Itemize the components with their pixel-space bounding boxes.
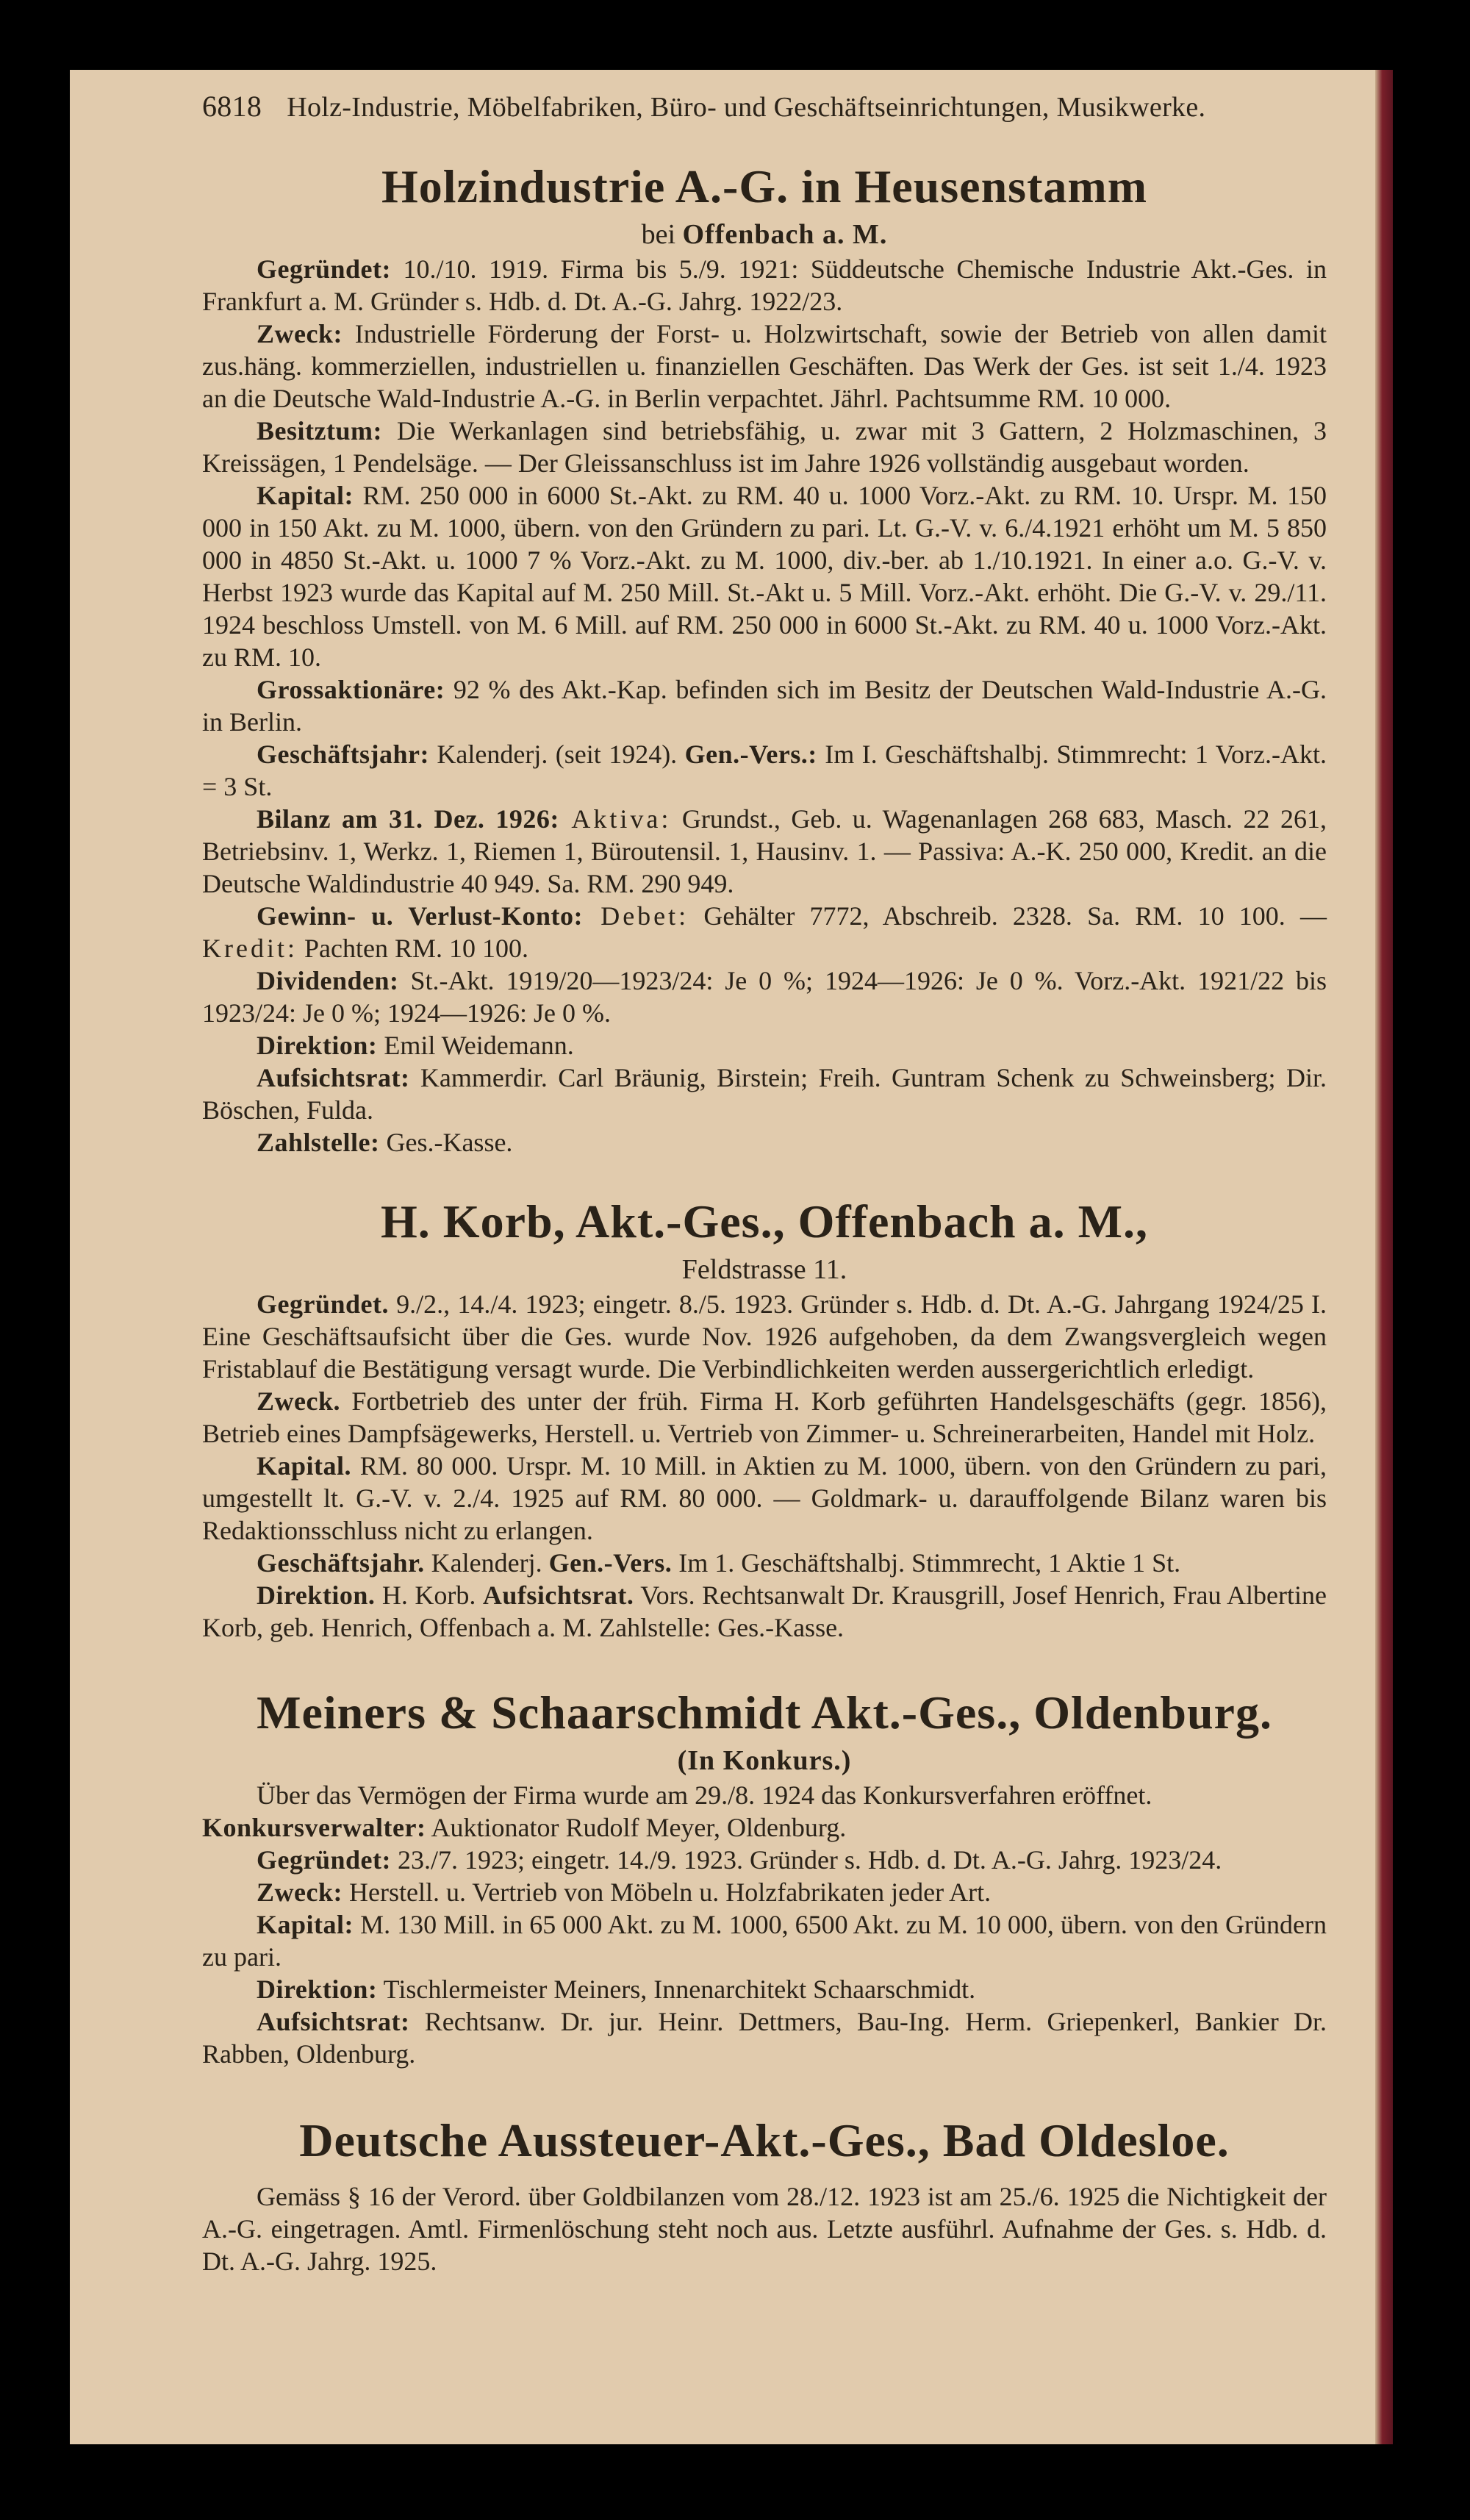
running-title: Holz-Industrie, Möbelfabriken, Büro- und Geschäftseinrichtungen, Musikwerke.	[287, 92, 1206, 123]
paragraph-kapital	[202, 1908, 1327, 1973]
text: Herstell. u. Vertrieb von Möbeln u. Holzfabrikaten jeder Art.	[342, 1878, 992, 1907]
label: Geschäftsjahr:	[257, 740, 429, 769]
text: Kalenderj. (seit 1924).	[429, 740, 685, 769]
text: 92 % des Akt.-Kap. befinden sich im Besitz der Deutschen Wald-Industrie A.-G. in Berlin.	[202, 675, 1327, 737]
label: Direktion:	[257, 1975, 378, 2004]
paragraph-geschaeftsjahr	[202, 1547, 1327, 1579]
text: 9./2., 14./4. 1923; eingetr. 8./5. 1923. Gründer s. Hdb. d. Dt. A.-G. Jahrgang 1924/25 I. Eine Geschäftsaufsicht über die Ges. wurde Nov. 1926 aufgehoben, da dem Zwangsvergleich wegen Fristablauf die Bestätigung versagt wurde. Die Verbindlichkeiten werden aussergerichtlich erledigt.	[202, 1289, 1327, 1384]
label: Kapital.	[257, 1451, 352, 1481]
paragraph-gegruendet	[202, 1288, 1327, 1385]
label: Zahlstelle:	[257, 1128, 380, 1157]
paragraph-kapital	[202, 1450, 1327, 1547]
paragraph-zweck	[202, 1385, 1327, 1450]
paragraph-kapital	[202, 479, 1327, 673]
status-konkurs: (In Konkurs.)	[677, 1745, 852, 1776]
label: Gen.-Vers.:	[684, 740, 817, 769]
label: Kapital:	[257, 1910, 354, 1939]
text: Vors. Rechtsanwalt Dr. Krausgrill, Josef Henrich, Frau Albertine Korb, geb. Henrich, Offenbach a. M. Zahlstelle: Ges.-Kasse.	[202, 1581, 1327, 1642]
text: Industrielle Förderung der Forst- u. Holzwirtschaft, sowie der Betrieb von allen damit zus.häng. kommerziellen, industriellen u. finanziellen Geschäften. Das Werk der Ges. ist seit 1./4. 1923 an die Deutsche Wald-Industrie A.-G. in Berlin verpachtet. Jährl. Pachtsumme RM. 10 000.	[202, 319, 1327, 413]
text: 23./7. 1923; eingetr. 14./9. 1923. Gründer s. Hdb. d. Dt. A.-G. Jahrg. 1923/24.	[390, 1845, 1222, 1875]
label: Konkursverwalter:	[202, 1813, 426, 1842]
text: RM. 250 000 in 6000 St.-Akt. zu RM. 40 u. 1000 Vorz.-Akt. zu RM. 10. Urspr. M. 150 000 in 150 Akt. zu M. 1000, übern. von den Gründern zu pari. Lt. G.-V. v. 6./4.1921 erhöht um M. 5 850 000 in 4850 St.-Akt. u. 1000 7 % Vorz.-Akt. zu M. 1000, div.-ber. ab 1./10.1921. In einer a.o. G.-V. v. Herbst 1923 wurde das Kapital auf M. 250 Mill. St.-Akt u. 5 Mill. Vorz.-Akt. erhöht. Die G.-V. v. 29./11. 1924 beschloss Umstell. von M. 6 Mill. auf RM. 250 000 in 6000 St.-Akt. zu RM. 40 u. 1000 Vorz.-Akt. zu RM. 10.	[202, 481, 1327, 672]
label: Besitztum:	[257, 416, 382, 445]
label: Geschäftsjahr.	[257, 1548, 425, 1578]
entry-deutsche-aussteuer	[202, 2111, 1327, 2277]
entry-holzindustrie-heusenstamm	[202, 157, 1327, 1159]
paragraph-zweck	[202, 1876, 1327, 1908]
spaced-label: Aktiva:	[559, 804, 672, 834]
text: RM. 80 000. Urspr. M. 10 Mill. in Aktien zu M. 1000, übern. von den Gründern zu pari, umgestellt lt. G.-V. v. 2./4. 1925 auf RM. 80 000. — Goldmark- u. darauffolgende Bilanz waren bis Redaktionsschluss nicht zu erlangen.	[202, 1451, 1327, 1545]
label: Zweck.	[257, 1386, 340, 1416]
paragraph-direktion	[202, 1029, 1327, 1062]
entry-title: H. Korb, Akt.-Ges., Offenbach a. M.,	[381, 1195, 1148, 1248]
paragraph-gegruendet	[202, 1844, 1327, 1876]
label: Gewinn- u. Verlust-Konto:	[257, 901, 583, 931]
text: Die Werkanlagen sind betriebsfähig, u. zwar mit 3 Gattern, 2 Holzmaschinen, 3 Kreissägen, 1 Pendelsäge. — Der Gleissanschluss ist im Jahre 1926 vollständig ausgebaut worden.	[202, 416, 1327, 478]
paragraph-direktion	[202, 1973, 1327, 2005]
text: M. 130 Mill. in 65 000 Akt. zu M. 1000, 6500 Akt. zu M. 10 000, übern. von den Gründern zu pari.	[202, 1910, 1327, 1972]
text: Kalenderj.	[424, 1548, 549, 1578]
paragraph-grossaktionaere	[202, 673, 1327, 738]
text: St.-Akt. 1919/20—1923/24: Je 0 %; 1924—1926: Je 0 %. Vorz.-Akt. 1921/22 bis 1923/24: Je 0 %; 1924—1926: Je 0 %.	[202, 966, 1327, 1028]
text: Im 1. Geschäftshalbj. Stimmrecht, 1 Aktie 1 St.	[672, 1548, 1181, 1578]
text: Tischlermeister Meiners, Innenarchitekt Schaarschmidt.	[377, 1975, 976, 2004]
text: Rechtsanw. Dr. jur. Heinr. Dettmers, Bau-Ing. Herm. Griepenkerl, Bankier Dr. Rabben, Oldenburg.	[202, 2007, 1327, 2069]
entry-subtitle	[202, 216, 1327, 253]
label: Bilanz am 31. Dez. 1926:	[257, 804, 559, 834]
running-header	[202, 85, 1327, 129]
subtitle-location: Offenbach a. M.	[682, 219, 888, 250]
paragraph-dividenden	[202, 964, 1327, 1029]
entry-title: Deutsche Aussteuer-Akt.-Ges., Bad Oldesloe.	[299, 2114, 1230, 2166]
paragraph-zahlstelle	[202, 1126, 1327, 1159]
paragraph-zweck	[202, 318, 1327, 415]
paragraph-aufsichtsrat	[202, 2005, 1327, 2070]
paragraph-konkursverwalter	[202, 1811, 1327, 1844]
page-content	[202, 85, 1327, 2277]
book-page	[70, 70, 1393, 2444]
text: Gemäss § 16 der Verord. über Goldbilanzen vom 28./12. 1923 ist am 25./6. 1925 die Nichtigkeit der A.-G. eingetragen. Amtl. Firmenlöschung steht noch aus. Letzte ausführl. Aufnahme der Ges. s. Hdb. d. Dt. A.-G. Jahrg. 1925.	[202, 2182, 1327, 2276]
text: H. Korb.	[375, 1581, 483, 1610]
label: Direktion.	[257, 1581, 376, 1610]
text: Über das Vermögen der Firma wurde am 29./8. 1924 das Konkursverfahren eröffnet.	[257, 1780, 1152, 1810]
label: Direktion:	[257, 1031, 378, 1060]
text: Fortbetrieb des unter der früh. Firma H. Korb geführten Handelsgeschäfts (gegr. 1856), Betrieb eines Dampfsägewerks, Herstell. u. Vertrieb von Zimmer- u. Schreinerarbeiten, Handel mit Holz.	[202, 1386, 1327, 1448]
label: Aufsichtsrat:	[257, 2007, 410, 2036]
label: Gegründet:	[257, 254, 391, 284]
subtitle-prefix: bei	[641, 219, 683, 250]
paragraph-geschaeftsjahr	[202, 738, 1327, 803]
label: Aufsichtsrat:	[257, 1063, 410, 1092]
paragraph-besitztum	[202, 415, 1327, 479]
entry-title: Holzindustrie A.-G. in Heusenstamm	[381, 160, 1148, 212]
text: Emil Weidemann.	[377, 1031, 574, 1060]
text: Auktionator Rudolf Meyer, Oldenburg.	[426, 1813, 847, 1842]
paragraph-bilanz	[202, 803, 1327, 900]
paragraph-direktion	[202, 1579, 1327, 1644]
paragraph-konkursverfahren	[202, 1779, 1327, 1811]
entry-subtitle: Feldstrasse 11.	[681, 1254, 847, 1285]
paragraph-nichtigkeit	[202, 2180, 1327, 2277]
entry-h-korb	[202, 1192, 1327, 1644]
text: Gehälter 7772, Abschreib. 2328. Sa. RM. 10 100. —	[689, 901, 1327, 931]
text: Pachten RM. 10 100.	[297, 934, 528, 963]
paragraph-gegruendet	[202, 253, 1327, 318]
text: Ges.-Kasse.	[379, 1128, 513, 1157]
page-number: 6818	[202, 90, 262, 123]
label: Dividenden:	[257, 966, 399, 995]
spaced-label: Debet:	[582, 901, 689, 931]
label: Gegründet.	[257, 1289, 389, 1319]
label: Zweck:	[257, 319, 343, 348]
spacer	[202, 2170, 1327, 2180]
entry-meiners-schaarschmidt	[202, 1683, 1327, 2070]
label: Gegründet:	[257, 1845, 391, 1875]
book-spine	[1375, 70, 1393, 2444]
entry-subtitle	[202, 1742, 1327, 1779]
paragraph-aufsichtsrat	[202, 1062, 1327, 1126]
entry-title: Meiners & Schaarschmidt Akt.-Ges., Oldenburg.	[257, 1686, 1272, 1739]
label: Aufsichtsrat.	[482, 1581, 634, 1610]
label: Gen.-Vers.	[548, 1548, 673, 1578]
text: Im I. Geschäftshalbj. Stimmrecht: 1 Vorz.-Akt. = 3 St.	[202, 740, 1327, 801]
text: Grundst., Geb. u. Wagenanlagen 268 683, Masch. 22 261, Betriebsinv. 1, Werkz. 1, Riemen 1, Büroutensil. 1, Hausinv. 1. — Passiva: A.-K. 250 000, Kredit. an die Deutsche Waldindustrie 40 949. Sa. RM. 290 949.	[202, 804, 1327, 898]
label: Kapital:	[257, 481, 354, 510]
text: 10./10. 1919. Firma bis 5./9. 1921: Süddeutsche Chemische Industrie Akt.-Ges. in Frankfurt a. M. Gründer s. Hdb. d. Dt. A.-G. Jahrg. 1922/23.	[202, 254, 1327, 316]
text: Kammerdir. Carl Bräunig, Birstein; Freih. Guntram Schenk zu Schweinsberg; Dir. Böschen, Fulda.	[202, 1063, 1327, 1125]
label: Zweck:	[257, 1878, 343, 1907]
paragraph-gewinn-verlust	[202, 900, 1327, 964]
spaced-label: Kredit:	[202, 934, 298, 963]
label: Grossaktionäre:	[257, 675, 445, 704]
